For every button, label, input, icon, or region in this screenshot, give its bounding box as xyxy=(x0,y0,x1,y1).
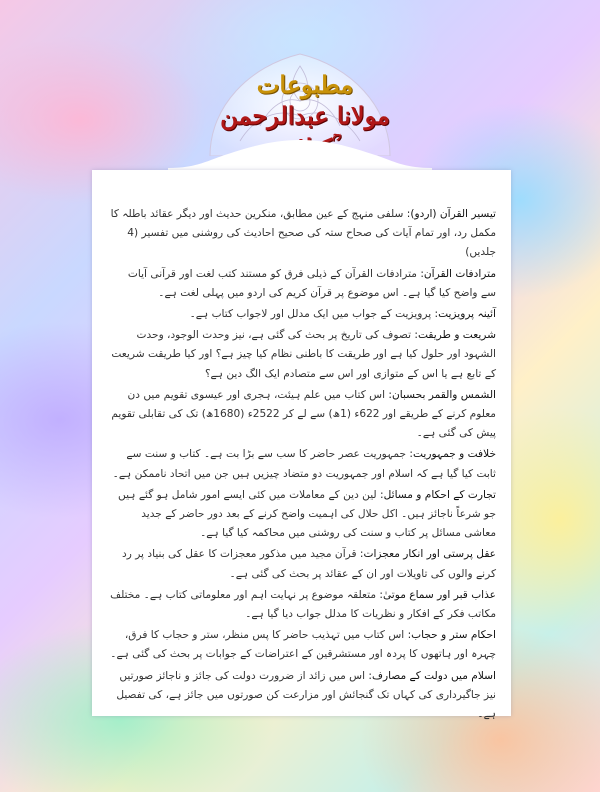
book-title: احکام ستر و حجاب xyxy=(411,629,496,642)
list-item: اسلام میں دولت کے مصارف: اس میں زائد از ضرورت دولت کی جائز و ناجائز صورتیں نیز جاگیرداری کی کہاں تک گنجائش اور مزارعت کن صورتوں میں جائز ہے، کی تفصیل ہے۔ xyxy=(116,669,496,721)
list-item: شریعت و طریقت: تصوف کی تاریخ پر بحث کی گئی ہے، نیز وحدت الوجود، وحدت الشہود اور حلول کیا ہے اور طریقت کا باطنی نظام کیا چیز ہے؟ اور کیا طریقت شریعت کے تابع ہے یا اس کے متوازی اور اس سے متصادم ایک الگ دین ہے؟ xyxy=(111,329,496,380)
book-description: متعلقہ موضوع پر نہایت اہم اور معلوماتی کتاب ہے۔ مختلف مکاتب فکر کے افکار و نظریات کا مدلل جواب دیا گیا ہے۔ xyxy=(110,588,496,621)
list-item: عذاب قبر اور سماع موتیٰ: متعلقہ موضوع پر نہایت اہم اور معلوماتی کتاب ہے۔ مختلف مکاتب فکر کے افکار و نظریات کا مدلل جواب دیا گیا ہے۔ xyxy=(110,588,496,621)
book-description: پرویزیت کے جواب میں ایک مدلل اور لاجواب کتاب ہے۔ xyxy=(189,308,432,321)
book-description: اس میں زائد از ضرورت دولت کی جائز و ناجائز صورتیں نیز جاگیرداری کی کہاں تک گنجائش اور مزارعت کن صورتوں میں جائز ہے، کی تفصیل ہے۔ xyxy=(116,669,496,721)
book-description: اس کتاب میں تہذیب حاضر کا پس منظر، ستر و حجاب کا فرق، چہرہ اور ہاتھوں کا پردہ اور مستشرقین کے اعتراضات کے جوابات پر بحث کی گئی ہے۔ xyxy=(110,629,496,661)
book-list xyxy=(110,205,496,726)
book-description: قرآن مجید میں مذکور معجزات کا عقل کی بنیاد پر رد کرنے والوں کی تاویلات اور ان کے عقائد پر بحث کی گئی ہے۔ xyxy=(122,548,496,580)
publisher-title xyxy=(200,70,410,150)
list-item: احکام ستر و حجاب: اس کتاب میں تہذیب حاضر کا پس منظر، ستر و حجاب کا فرق، چہرہ اور ہاتھوں کا پردہ اور مستشرقین کے اعتراضات کے جوابات پر بحث کی گئی ہے۔ xyxy=(110,629,496,661)
book-title: شریعت و طریقت xyxy=(417,329,496,342)
book-description: تصوف کی تاریخ پر بحث کی گئی ہے، نیز وحدت الوجود، وحدت الشہود اور حلول کیا ہے اور طریقت کا باطنی نظام کیا چیز ہے؟ اور کیا طریقت شریعت کے تابع ہے یا اس کے متوازی اور اس سے متصادم ایک الگ دین ہے؟ xyxy=(111,329,496,380)
list-item: آئینہ پرویزیت: پرویزیت کے جواب میں ایک مدلل اور لاجواب کتاب ہے۔ xyxy=(189,308,496,321)
book-title: عذاب قبر اور سماع موتیٰ xyxy=(382,588,496,601)
book-title: الشمس والقمر بحسبان xyxy=(391,388,496,401)
list-item: عقل پرستی اور انکار معجزات: قرآن مجید میں مذکور معجزات کا عقل کی بنیاد پر رد کرنے والوں کی تاویلات اور ان کے عقائد پر بحث کی گئی ہے۔ xyxy=(122,548,496,580)
book-title: مترادفات القرآن xyxy=(423,267,496,280)
list-item: تیسیر القرآن (اردو): سلفی منہج کے عین مطابق، منکرین حدیث اور دیگر عقائد باطلہ کا مکمل رد، اور تمام آیات کی صحاح ستہ کی صحیح احادیث کی روشنی میں تفسیر (4 جلدیں) xyxy=(110,208,496,259)
book-title: خلافت و جمہوریت xyxy=(412,448,496,461)
book-title: عقل پرستی اور انکار معجزات xyxy=(363,548,496,561)
list-item: خلافت و جمہوریت: جمہوریت عصر حاضر کا سب سے بڑا بت ہے۔ کتاب و سنت سے ثابت کیا گیا ہے کہ اسلام اور جمہوریت دو متضاد چیزیں ہیں جن میں اتحاد ناممکن ہے۔ xyxy=(112,448,496,480)
book-description: جمہوریت عصر حاضر کا سب سے بڑا بت ہے۔ کتاب و سنت سے ثابت کیا گیا ہے کہ اسلام اور جمہوریت دو متضاد چیزیں ہیں جن میں اتحاد ناممکن ہے۔ xyxy=(112,448,496,480)
book-description: لین دین کے معاملات میں کئی ایسے امور شامل ہو گئے ہیں جو شرعاً ناجائز ہیں۔ اکل حلال کی اہمیت واضح کرنے کے بعد دور حاضر کے جدید معاشی مسائل پر کتاب و سنت کی روشنی میں محاکمہ کیا گیا ہے۔ xyxy=(118,488,496,540)
list-item: مترادفات القرآن: مترادفات القرآن کے ذیلی فرق کو مستند کتب لغت اور قرآنی آیات سے واضح کیا گیا ہے۔ اس موضوع پر قرآن کریم کی اردو میں پہلی لغت ہے۔ xyxy=(127,267,496,299)
book-title: تجارت کے احکام و مسائل xyxy=(383,488,496,501)
title-author: مولانا عبدالرحمن xyxy=(220,101,390,130)
title-publications: مطبوعات xyxy=(256,70,354,99)
book-description: اس کتاب میں علم ہیئت، ہجری اور عیسوی تقویم میں دن معلوم کرنے کے طریقے اور 622ء (1ھ) سے لے کر 2522ء (1680ھ) تک کی تقابلی تقویم پیش کی گئی ہے۔ xyxy=(111,388,496,440)
list-item: الشمس والقمر بحسبان: اس کتاب میں علم ہیئت، ہجری اور عیسوی تقویم میں دن معلوم کرنے کے طریقے اور 622ء (1ھ) سے لے کر 2522ء (1680ھ) تک کی تقابلی تقویم پیش کی گئی ہے۔ xyxy=(111,388,496,440)
book-title: تیسیر القرآن (اردو) xyxy=(410,208,496,220)
book-description: سلفی منہج کے عین مطابق، منکرین حدیث اور دیگر عقائد باطلہ کا مکمل رد، اور تمام آیات کی صحاح ستہ کی صحیح احادیث کی روشنی میں تفسیر (4 جلدیں) xyxy=(110,208,496,259)
book-title: آئینہ پرویزیت xyxy=(438,308,496,321)
book-description: مترادفات القرآن کے ذیلی فرق کو مستند کتب لغت اور قرآنی آیات سے واضح کیا گیا ہے۔ اس موضوع پر قرآن کریم کی اردو میں پہلی لغت ہے۔ xyxy=(127,267,496,299)
book-title: اسلام میں دولت کے مصارف xyxy=(371,669,496,682)
list-item: تجارت کے احکام و مسائل: لین دین کے معاملات میں کئی ایسے امور شامل ہو گئے ہیں جو شرعاً ناجائز ہیں۔ اکل حلال کی اہمیت واضح کرنے کے بعد دور حاضر کے جدید معاشی مسائل پر کتاب و سنت کی روشنی میں محاکمہ کیا گیا ہے۔ xyxy=(118,488,496,540)
